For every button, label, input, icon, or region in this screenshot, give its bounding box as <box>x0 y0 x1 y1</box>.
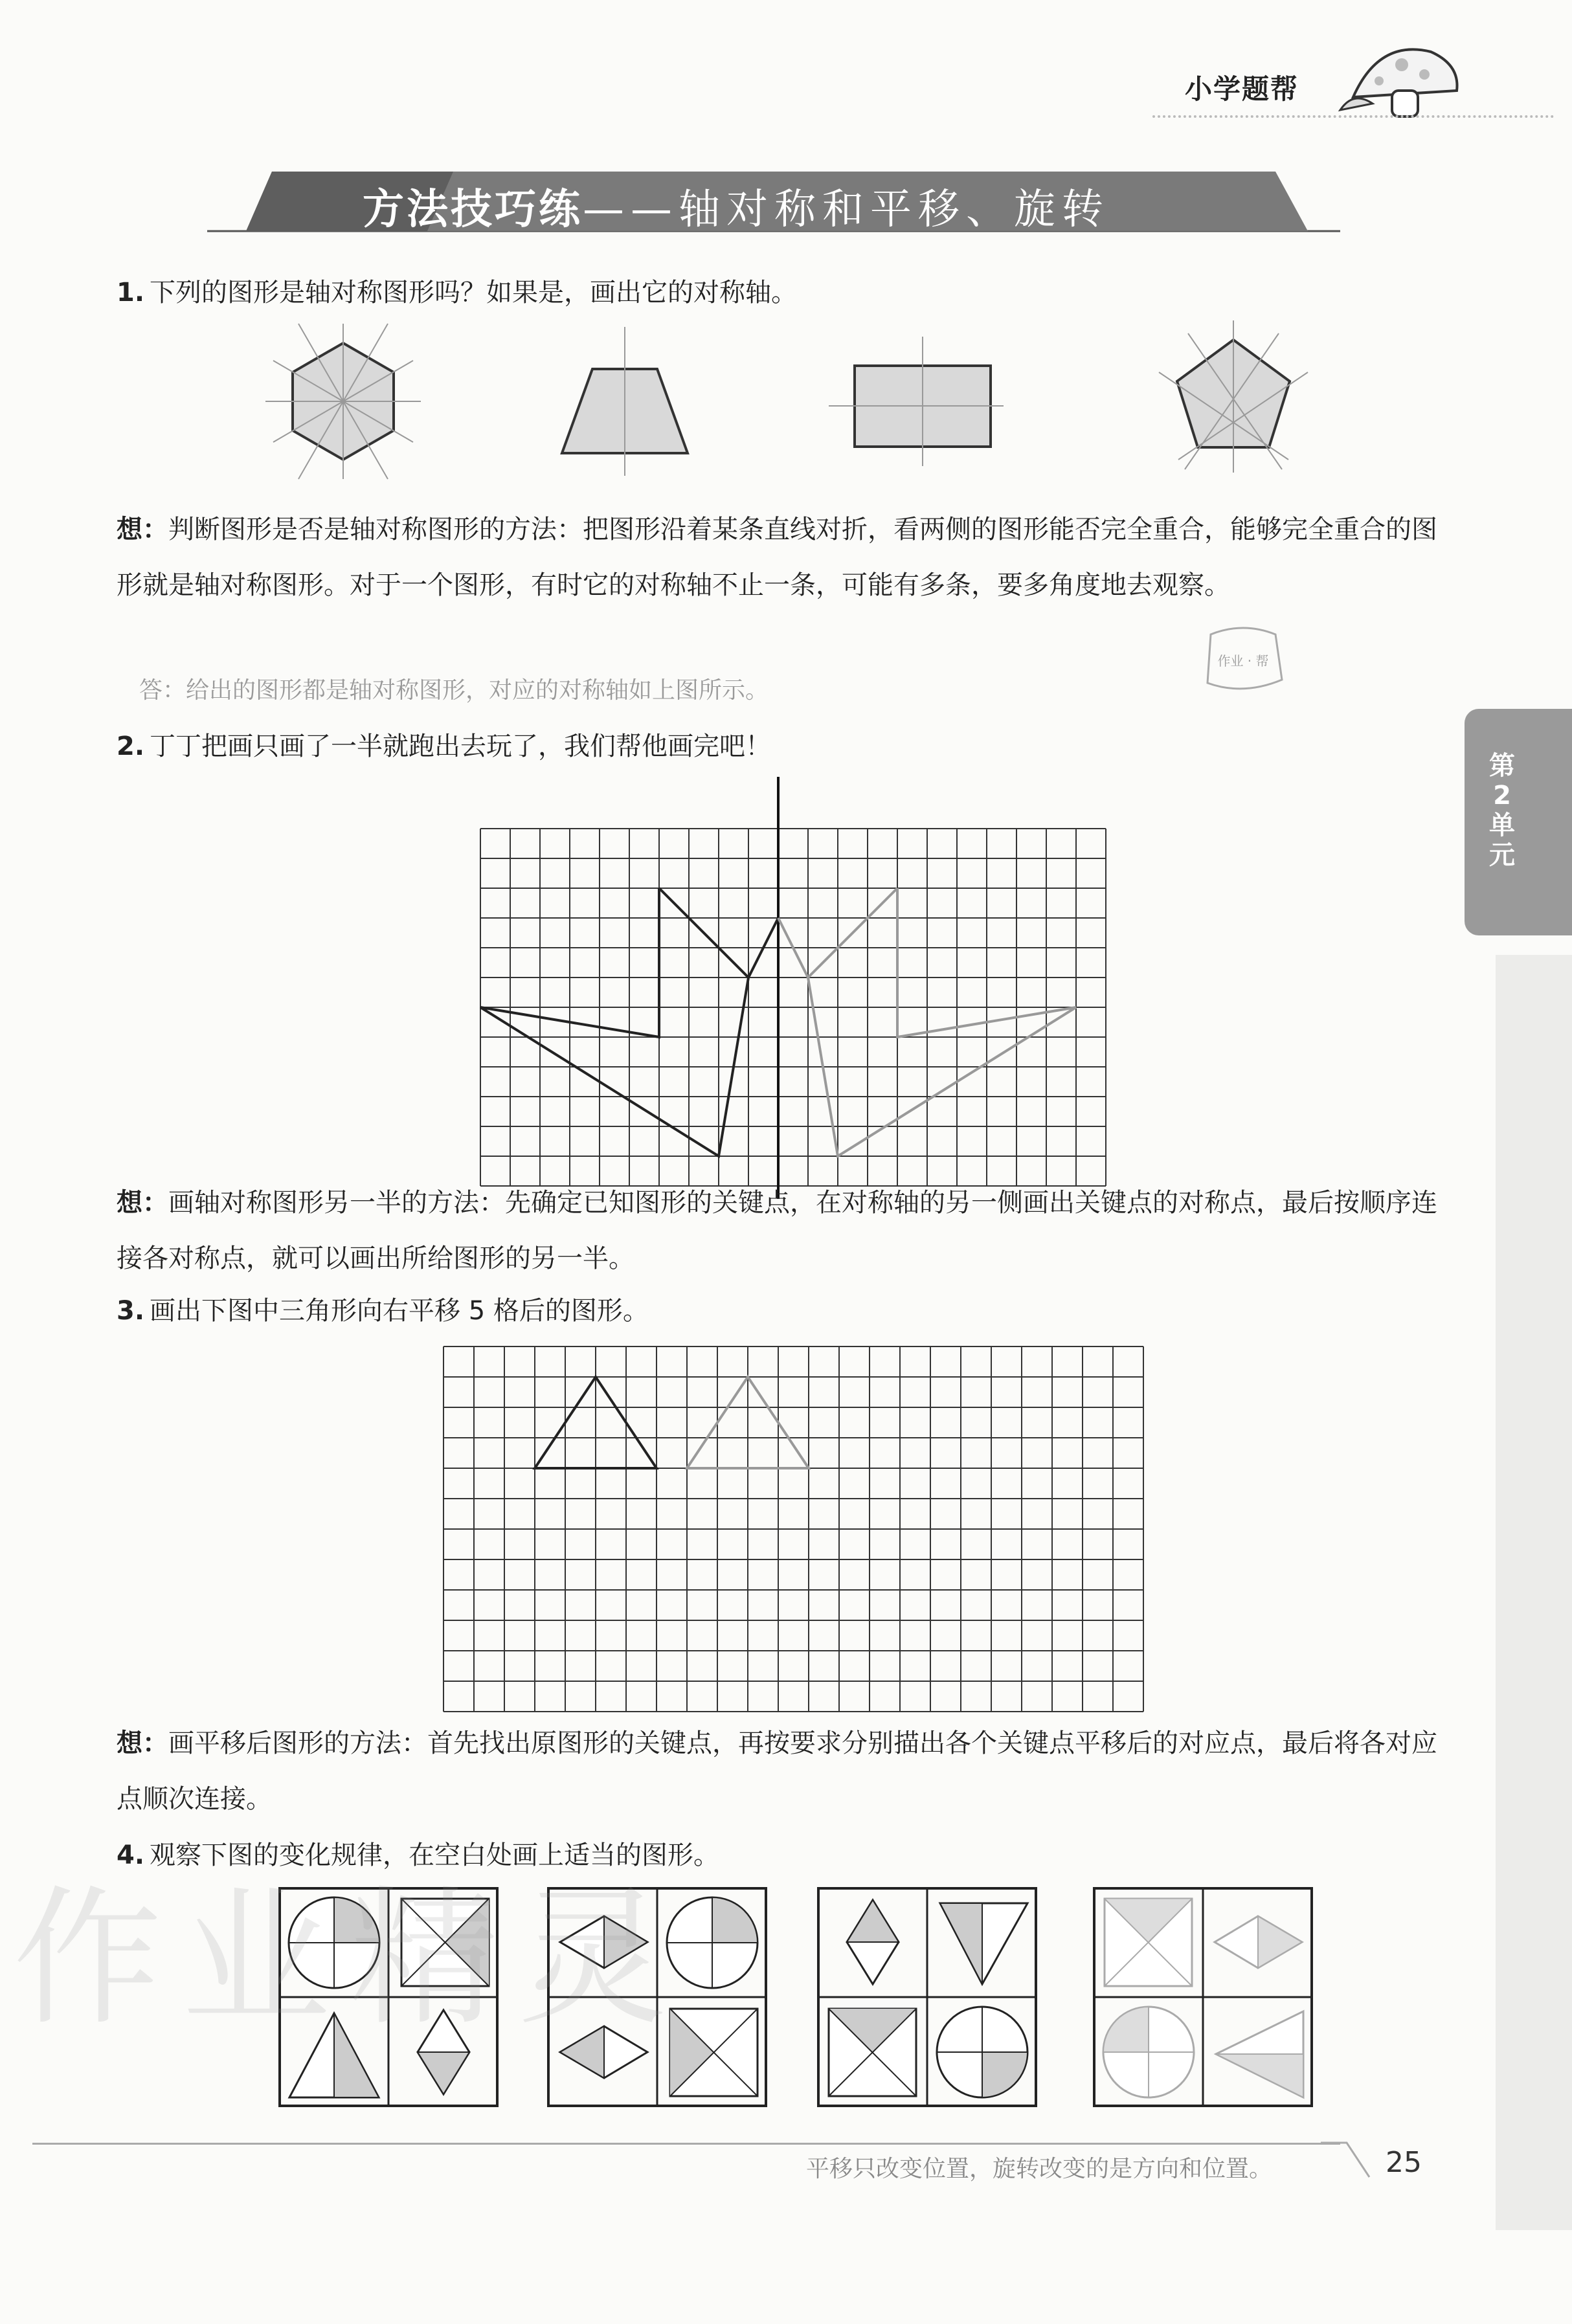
mushroom-icon <box>1340 26 1463 123</box>
trapezoid-icon <box>550 327 699 476</box>
question-2-hint <box>117 1175 1450 1286</box>
unit-tab[interactable] <box>1465 709 1572 935</box>
grid-lines <box>480 829 1106 1186</box>
header-divider <box>1152 115 1554 118</box>
question-1 <box>117 274 797 311</box>
question-3-hint <box>117 1715 1450 1827</box>
circle-quarter-icon <box>937 2007 1027 2097</box>
question-2 <box>117 728 771 765</box>
pattern-group-4-answer <box>1093 1887 1313 2107</box>
triangle-down-icon <box>940 1903 1027 1984</box>
footer-divider <box>32 2143 1340 2145</box>
question-4-number: 4. <box>117 1840 145 1870</box>
unit-tab-label: 第2单元 <box>1489 751 1515 870</box>
triangle-left-icon <box>1216 2011 1303 2097</box>
question-4-text: 观察下图的变化规律，在空白处画上适当的图形。 <box>150 1840 720 1870</box>
question-1-answer: 答：给出的图形都是轴对称图形，对应的对称轴如上图所示。 <box>139 677 769 704</box>
question-1-hint <box>117 502 1450 613</box>
hint-lead: 想： <box>117 515 168 544</box>
rectangle-icon <box>816 337 1004 466</box>
hint-text: 画轴对称图形另一半的方法：先确定已知图形的关键点，在对称轴的另一侧画出关键点的对称点，最后按顺序连接各对称点，就可以画出所给图形的另一半。 <box>117 1188 1437 1273</box>
pentagon-icon <box>1152 320 1314 482</box>
question-3 <box>117 1293 649 1329</box>
stamp-icon <box>1198 621 1288 699</box>
stamp-text: 作业 · 帮 <box>1217 653 1269 669</box>
pattern-group-3 <box>817 1887 1037 2107</box>
circle-quarter-icon <box>1103 2007 1194 2097</box>
footer-tip: 平移只改变位置，旋转改变的是方向和位置。 <box>806 2156 1273 2182</box>
hint-lead: 想： <box>117 1188 168 1218</box>
diamond-horizontal-icon <box>1215 1916 1302 1968</box>
section-title-sub: ——轴对称和平移、旋转 <box>583 186 1110 234</box>
page-number: 25 <box>1386 2146 1422 2179</box>
question-3-number: 3. <box>117 1296 145 1326</box>
square-x-icon <box>829 2009 916 2096</box>
section-title-main: 方法技巧练 <box>363 186 583 234</box>
hexagon-icon <box>265 324 421 479</box>
footer-arrow-icon <box>1321 2141 1373 2180</box>
symmetry-grid[interactable] <box>474 777 1108 1178</box>
side-strip <box>1496 955 1572 2230</box>
hint-text: 画平移后图形的方法：首先找出原图形的关键点，再按要求分别描出各个关键点平移后的对应点，最后将各对应点顺次连接。 <box>117 1728 1437 1814</box>
question-2-text: 丁丁把画只画了一半就跑出去玩了，我们帮他画完吧！ <box>150 732 772 761</box>
grid-lines <box>444 1346 1143 1712</box>
question-2-number: 2. <box>117 732 145 761</box>
diamond-icon <box>847 1900 899 1984</box>
question-1-text: 下列的图形是轴对称图形吗？如果是，画出它的对称轴。 <box>150 278 798 307</box>
section-title <box>363 176 1110 236</box>
question-1-number: 1. <box>117 278 145 307</box>
question-3-text: 画出下图中三角形向右平移 5 格后的图形。 <box>150 1296 649 1326</box>
translation-grid[interactable] <box>440 1343 1152 1719</box>
square-x-icon <box>1105 1899 1192 1986</box>
watermark: 作业精灵 <box>13 1873 686 2046</box>
brand-title: 小学题帮 <box>1185 73 1299 105</box>
hint-text: 判断图形是否是轴对称图形的方法：把图形沿着某条直线对折，看两侧的图形能否完全重合，能够完全重合的图形就是轴对称图形。对于一个图形，有时它的对称轴不止一条，可能有多条，要多角度地去观察。 <box>117 515 1437 600</box>
hint-lead: 想： <box>117 1728 168 1758</box>
